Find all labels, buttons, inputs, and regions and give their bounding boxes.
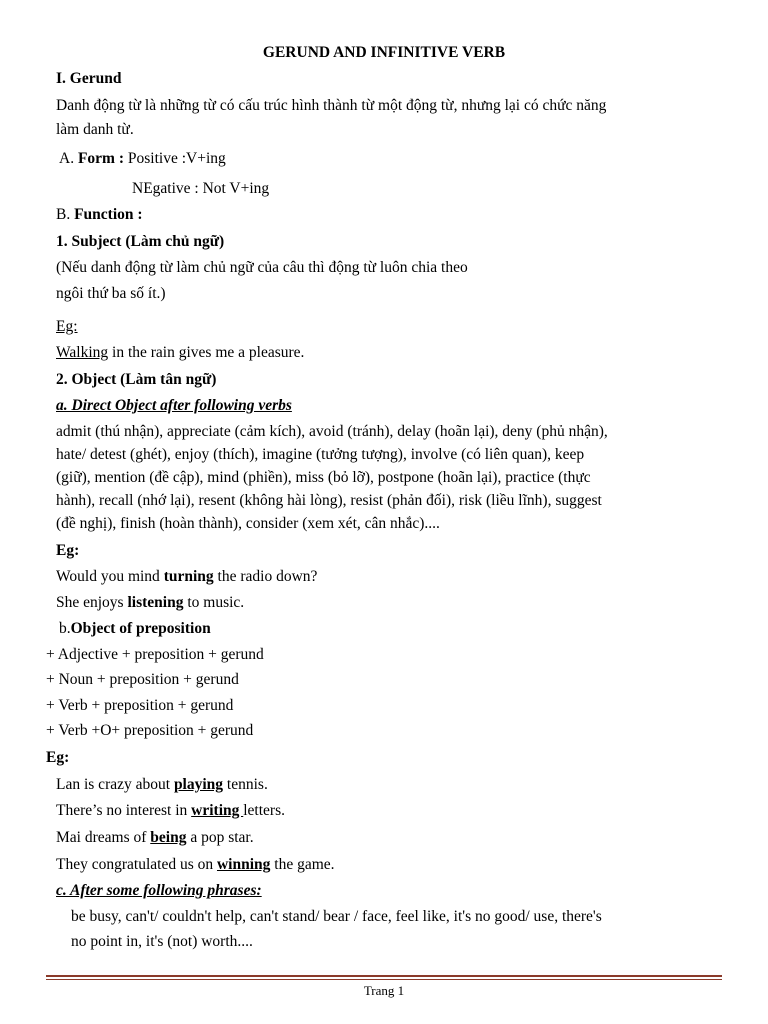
preposition-example-4 <box>56 855 335 875</box>
subject-note-line-2: ngôi thứ ba số ít.) <box>56 285 166 302</box>
preposition-example-3 <box>56 828 254 848</box>
function-letter: B. <box>56 206 75 223</box>
preposition-example-3-post: a pop star. <box>186 829 254 846</box>
preposition-rule-2: + Noun + preposition + gerund <box>46 671 239 688</box>
object-example-1-pre: Would you mind <box>56 568 164 585</box>
object-example-1-post: the radio down? <box>213 568 318 585</box>
phrases-line-1: be busy, can't/ couldn't help, can't stand/ bear / face, feel like, it's no good/ use, there's <box>71 908 602 925</box>
preposition-example-2-post: letters. <box>243 802 285 819</box>
preposition-example-4-gerund: winning <box>216 856 271 873</box>
subject-example-rest: in the rain gives me a pleasure. <box>108 344 305 361</box>
footer-rule-thin <box>46 979 722 980</box>
preposition-rule-4: + Verb +O+ preposition + gerund <box>46 722 254 739</box>
preposition-example-2-gerund: writing <box>191 802 244 819</box>
form-positive: Positive :V+ing <box>124 150 226 167</box>
object-example-1-gerund: turning <box>163 568 214 585</box>
object-example-2-post: to music. <box>183 594 245 611</box>
subject-example <box>56 343 304 363</box>
verbs-line-2: hate/ detest (ghét), enjoy (thích), imagine (tưởng tượng), involve (có liên quan), keep <box>56 446 585 463</box>
subject-note-line-1: (Nếu danh động từ làm chủ ngữ của câu thì động từ luôn chia theo <box>56 259 468 276</box>
object-example-2 <box>56 593 244 613</box>
preposition-example-1-gerund: playing <box>173 776 224 793</box>
preposition-heading-label: Object of preposition <box>70 620 211 637</box>
verbs-line-5: (đề nghị), finish (hoàn thành), consider (xem xét, cân nhắc).... <box>56 515 440 532</box>
verbs-line-1: admit (thú nhận), appreciate (cảm kích), avoid (tránh), delay (hoãn lại), deny (phủ nhận), <box>56 423 608 440</box>
preposition-rule-1: + Adjective + preposition + gerund <box>46 646 264 663</box>
form-label: Form : <box>77 150 124 167</box>
preposition-example-3-gerund: being <box>150 829 187 846</box>
function-line <box>56 205 143 225</box>
preposition-example-2-pre: There’s no interest in <box>56 802 192 819</box>
form-line <box>59 149 226 169</box>
preposition-example-1-pre: Lan is crazy about <box>56 776 174 793</box>
object-example-1 <box>56 567 317 587</box>
preposition-example-3-pre: Mai dreams of <box>56 829 151 846</box>
verbs-line-4: hành), recall (nhớ lại), resent (không hài lòng), resist (phản đối), risk (liều lĩnh), suggest <box>56 492 602 509</box>
preposition-example-1 <box>56 775 268 795</box>
verbs-line-3: (giữ), mention (đề cập), mind (phiền), miss (bỏ lỡ), postpone (hoãn lại), practice (thực <box>56 469 591 486</box>
direct-object-heading: a. Direct Object after following verbs <box>56 397 292 414</box>
object-example-2-gerund: listening <box>127 594 184 611</box>
page-number: Trang 1 <box>363 983 405 998</box>
preposition-example-4-post: the game. <box>270 856 335 873</box>
intro-line-2: làm danh từ. <box>56 121 134 138</box>
subject-example-gerund: Walking <box>56 344 109 361</box>
subject-eg-label: Eg: <box>56 318 78 335</box>
document-title: GERUND AND INFINITIVE VERB <box>262 44 506 61</box>
preposition-rule-3: + Verb + preposition + gerund <box>46 697 234 714</box>
section-heading-gerund: I. Gerund <box>56 70 122 87</box>
preposition-eg-label: Eg: <box>46 749 70 766</box>
footer-rule-thick <box>46 975 722 977</box>
object-heading: 2. Object (Làm tân ngữ) <box>56 371 217 388</box>
object-example-2-pre: She enjoys <box>56 594 128 611</box>
preposition-example-1-post: tennis. <box>223 776 268 793</box>
object-eg-label: Eg: <box>56 542 80 559</box>
subject-heading: 1. Subject (Làm chủ ngữ) <box>56 233 225 250</box>
intro-line-1: Danh động từ là những từ có cấu trúc hình thành từ một động từ, nhưng lại có chức năng <box>56 97 607 114</box>
function-label: Function : <box>74 206 143 223</box>
preposition-heading-letter: b. <box>59 620 71 637</box>
form-letter: A. <box>59 150 78 167</box>
form-negative: NEgative : Not V+ing <box>132 180 270 197</box>
preposition-example-4-pre: They congratulated us on <box>56 856 217 873</box>
phrases-heading: c. After some following phrases: <box>56 882 262 899</box>
preposition-heading <box>59 619 211 639</box>
phrases-line-2: no point in, it's (not) worth.... <box>71 933 253 950</box>
preposition-example-2 <box>56 801 285 821</box>
